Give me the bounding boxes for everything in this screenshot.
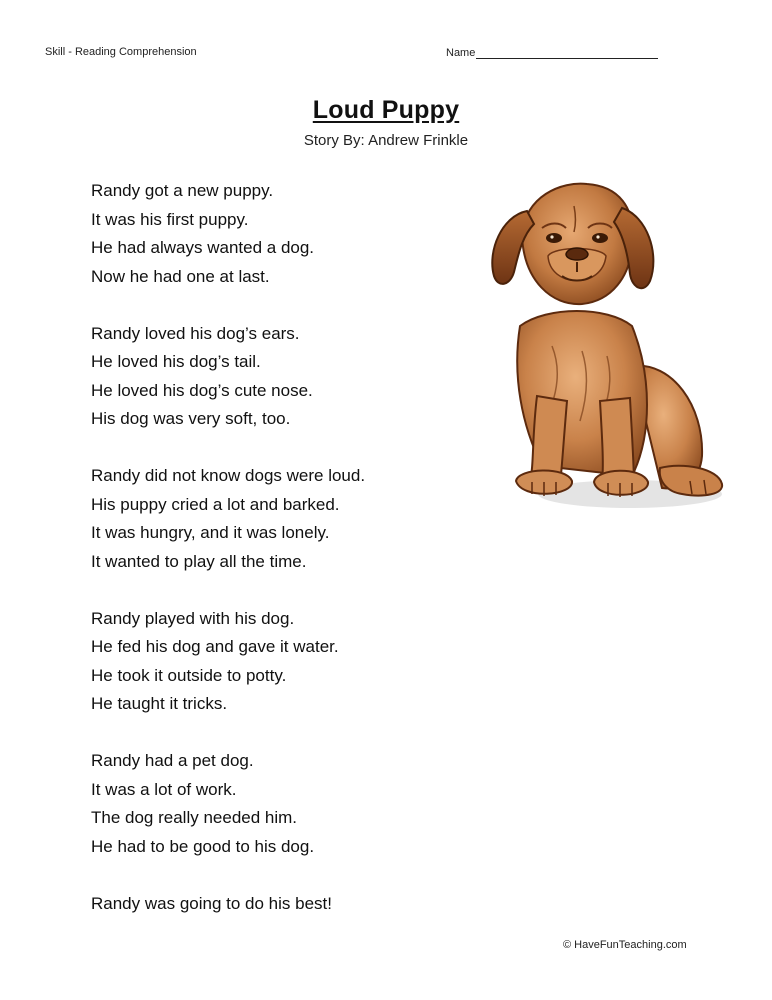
story-paragraph (91, 747, 471, 861)
story-line: He loved his dog’s tail. (91, 352, 261, 371)
name-line (476, 46, 658, 59)
story-line: He had to be good to his dog. (91, 836, 315, 856)
story-paragraph (91, 605, 471, 719)
story-paragraph (91, 890, 471, 919)
story-line: He had always wanted a dog. (91, 238, 315, 257)
story-line: He took it outside to potty. (91, 665, 287, 685)
story-line: It was his first puppy. (91, 209, 249, 229)
story-line: Randy was going to do his best! (91, 893, 332, 913)
skill-label: Skill - Reading Comprehension (45, 46, 197, 58)
story-line: The dog really needed him. (91, 808, 298, 827)
story-line: Randy played with his dog. (91, 608, 295, 628)
story-line: Randy loved his dog’s ears. (91, 323, 300, 343)
story-line: Randy got a new puppy. (91, 181, 274, 200)
story-line: He loved his dog’s cute nose. (91, 380, 313, 400)
story-paragraph (91, 320, 471, 434)
story-line: Randy had a pet dog. (91, 751, 254, 770)
story-line: He taught it tricks. (91, 694, 228, 713)
puppy-illustration (482, 176, 732, 521)
story-paragraph (91, 177, 471, 291)
copyright-footer: © HaveFunTeaching.com (563, 939, 687, 951)
story-text (91, 177, 471, 947)
story-line: It was a lot of work. (91, 779, 237, 799)
story-line: His dog was very soft, too. (91, 409, 291, 428)
page-title: Loud Puppy (312, 96, 460, 124)
story-paragraph (91, 462, 471, 576)
name-label: Name (446, 47, 476, 59)
story-line: It was hungry, and it was lonely. (91, 523, 330, 542)
story-line: Randy did not know dogs were loud. (91, 466, 366, 485)
story-line: It wanted to play all the time. (91, 551, 307, 571)
story-line: Now he had one at last. (91, 266, 270, 286)
story-line: He fed his dog and gave it water. (91, 637, 339, 656)
story-byline: Story By: Andrew Frinkle (303, 132, 469, 149)
story-line: His puppy cried a lot and barked. (91, 494, 340, 514)
name-field (446, 46, 658, 59)
